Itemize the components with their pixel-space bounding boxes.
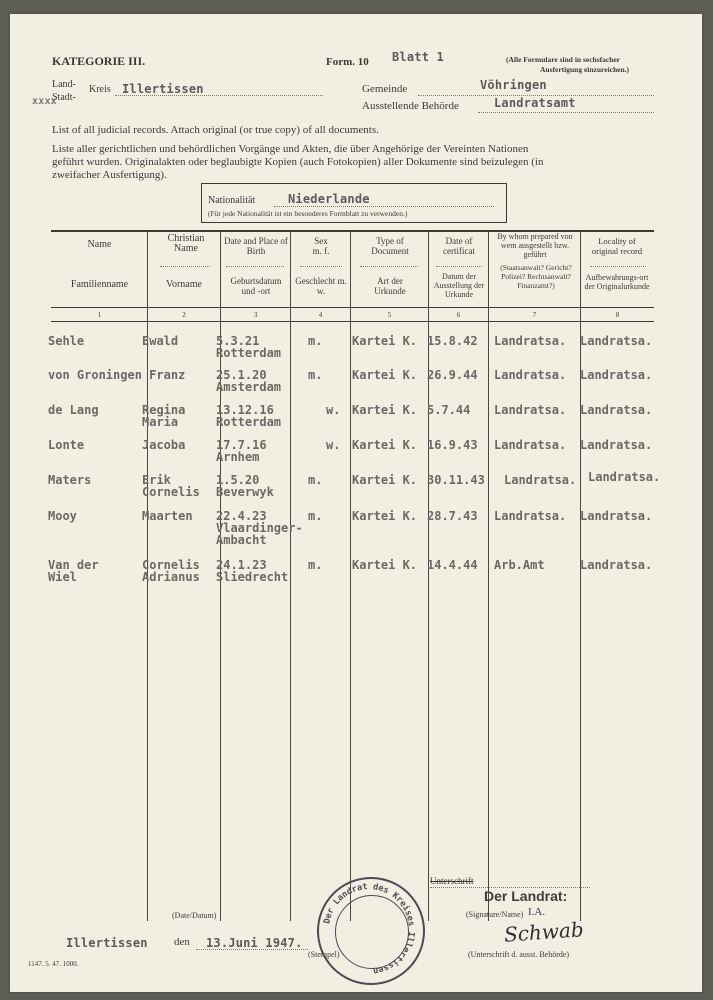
gemeinde-label: Gemeinde [362, 83, 408, 95]
table-cell-type: Kartei K. [352, 473, 418, 487]
col-first-de: Vorname [166, 279, 202, 290]
nationality-note: (Für jede Nationalität ist ein besonderes Formblatt zu verwenden.) [208, 209, 408, 218]
col-type-de: Art der Urkunde [374, 276, 406, 296]
stamp-text: Der Landrat des Kreises Illertissen [322, 881, 417, 976]
table-cell-sex: w. [326, 403, 341, 417]
table-cell-first: Ewald [142, 334, 179, 348]
table-cell-sex: m. [308, 334, 323, 348]
table-cell-first: Regina [142, 403, 186, 417]
col-by-de: (Staatsanwalt? Gericht? Polizei? Rechtsanwalt? Finanzamt?) [500, 263, 572, 290]
form-number: Form. 10 [326, 56, 369, 68]
table-cell-born-place: Arnhem [216, 450, 260, 464]
table-cell-name: de Lang [48, 403, 99, 417]
table-cell-first: Erik [142, 473, 171, 487]
table-cell-sex: m. [308, 558, 323, 572]
col-loc-en: Locality of original record [591, 236, 643, 256]
col-num-1: 1 [97, 311, 102, 319]
table-cell-by: Arb.Amt [494, 558, 545, 572]
col-first-en: Christian Name [167, 233, 205, 254]
table-cell-born: 5.3.21 [216, 334, 260, 348]
table-cell-born: 25.1.20 [216, 368, 267, 382]
table-cell-type: Kartei K. [352, 403, 418, 417]
table-cell-sex: m. [308, 473, 323, 487]
table-cell-born: 17.7.16 [216, 438, 267, 452]
table-cell-loc: Landratsa. [588, 470, 661, 484]
copies-notice-2: Ausfertigung einzureichen.) [540, 65, 630, 74]
signature-label: (Signature/Name) [466, 910, 524, 919]
col-num-5: 5 [387, 311, 392, 319]
table-cell-loc: Landratsa. [580, 403, 653, 417]
table-cell-name-2: Wiel [48, 570, 77, 584]
land-label: Land- [52, 79, 76, 90]
table-cell-loc: Landratsa. [580, 558, 653, 572]
print-code: 1147. 5. 47. 1000. [28, 960, 79, 968]
footer-date: 13.Juni 1947. [206, 936, 303, 950]
table-cell-born-place-2: Ambacht [216, 533, 267, 547]
table-cell-first: Cornelis [142, 558, 200, 572]
kreis-label: Kreis [89, 84, 111, 95]
table-cell-born: 22.4.23 [216, 509, 267, 523]
table-cell-date: 5.7.44 [427, 403, 471, 417]
table-cell-by: Landratsa. [504, 473, 577, 487]
intro-english: List of all judicial records. Attach original (or true copy) of all documents. [52, 124, 379, 136]
table-cell-date: 14.4.44 [427, 558, 478, 572]
table-cell-first: Jacoba [142, 438, 186, 452]
table-cell-born-place: Beverwyk [216, 485, 274, 499]
date-label: (Date/Datum) [172, 911, 217, 920]
col-num-4: 4 [318, 311, 323, 319]
col-type-en: Type of Document [371, 236, 409, 256]
col-birth-en: Date and Place of Birth [224, 236, 288, 256]
stadt-label: Stadt- [52, 92, 76, 103]
table-cell-first-2: Cornelis [142, 485, 200, 499]
table-cell-loc: Landratsa. [580, 368, 653, 382]
gemeinde-value: Vöhringen [480, 78, 547, 92]
col-name-en: Name [87, 239, 112, 250]
col-date-en: Date of certificat [443, 236, 475, 256]
col-date-de: Datum der Ausstellung der Urkunde [433, 272, 485, 299]
col-num-3: 3 [253, 311, 258, 319]
blatt-number: Blatt 1 [392, 50, 444, 64]
table-cell-loc: Landratsa. [580, 509, 653, 523]
table-cell-by: Landratsa. [494, 509, 567, 523]
nationality-label: Nationalität [208, 195, 256, 206]
intro-german-1: Liste aller gerichtlichen und behördlichen Vorgänge und Akten, die über Angehörige der Vereinten Nationen [52, 143, 529, 155]
stamp-label: (Stempel) [308, 950, 340, 959]
table-cell-date: 16.9.43 [427, 438, 478, 452]
form-sheet [10, 14, 702, 992]
kreis-value: Illertissen [122, 82, 204, 96]
landrat-title: Der Landrat: [484, 888, 568, 904]
table-cell-sex: m. [308, 509, 323, 523]
behoerde-signature-label: (Unterschrift d. ausst. Behörde) [468, 950, 570, 959]
table-cell-type: Kartei K. [352, 368, 418, 382]
intro-german-2: geführt wurden. Originalakten oder beglaubigte Kopien (auch Fotokopien) aller Dokumente sind beizulegen (in [52, 156, 544, 168]
table-cell-name: Lonte [48, 438, 85, 452]
col-num-6: 6 [456, 311, 461, 319]
struck-text: xxxx [32, 96, 57, 107]
col-sex-en: Sex m. f. [312, 236, 330, 256]
behoerde-label: Ausstellende Behörde [362, 100, 459, 112]
table-cell-sex: w. [326, 438, 341, 452]
table-cell-born-place: Vlaardinger- [216, 521, 303, 535]
table-cell-type: Kartei K. [352, 558, 418, 572]
table-cell-date: 30.11.43 [427, 473, 485, 487]
table-cell-loc: Landratsa. [580, 334, 653, 348]
table-cell-date: 28.7.43 [427, 509, 478, 523]
handwritten-signature: Schwab [503, 917, 585, 947]
table-cell-name: Maters [48, 473, 92, 487]
table-cell-loc: Landratsa. [580, 438, 653, 452]
table-cell-born: 13.12.16 [216, 403, 274, 417]
intro-german-3: zweifacher Ausfertigung). [52, 169, 167, 181]
table-cell-date: 26.9.44 [427, 368, 478, 382]
col-birth-de: Geburtsdatum und -ort [230, 276, 282, 296]
nationality-value: Niederlande [288, 192, 370, 206]
table-cell-name: Sehle [48, 334, 85, 348]
col-by-en: By whom prepared von wem ausgestellt bzw. geführt [497, 232, 573, 259]
table-cell-by: Landratsa. [494, 438, 567, 452]
category-label: KATEGORIE III. [52, 54, 146, 68]
table-cell-first-2: Adrianus [142, 570, 200, 584]
table-cell-name: von Groningen Franz [48, 368, 186, 382]
col-num-8: 8 [615, 311, 620, 319]
table-cell-born: 24.1.23 [216, 558, 267, 572]
table-cell-sex: m. [308, 368, 323, 382]
behoerde-value: Landratsamt [494, 96, 576, 110]
sig-prefix: I.A. [528, 906, 546, 918]
table-cell-by: Landratsa. [494, 334, 567, 348]
table-cell-name: Mooy [48, 509, 77, 523]
table-cell-first: Maarten [142, 509, 193, 523]
table-cell-born: 1.5.20 [216, 473, 260, 487]
col-num-2: 2 [182, 311, 186, 319]
col-sex-de: Geschlecht m. w. [295, 276, 347, 296]
col-loc-de: Aufbewahrungs-ort der Originalurkunde [584, 273, 650, 291]
table-cell-born-place: Rotterdam [216, 346, 282, 360]
table-cell-type: Kartei K. [352, 509, 418, 523]
table-cell-born-place: Rotterdam [216, 415, 282, 429]
signature-struck: Unterschrift [430, 876, 474, 886]
table-cell-date: 15.8.42 [427, 334, 478, 348]
copies-notice-1: (Alle Formulare sind in sechsfacher [506, 55, 621, 64]
nationality-box [201, 183, 507, 223]
table-cell-name: Van der [48, 558, 99, 572]
table-cell-by: Landratsa. [494, 368, 567, 382]
col-name-de: Familienname [70, 279, 129, 290]
table-cell-by: Landratsa. [494, 403, 567, 417]
official-stamp [317, 877, 425, 985]
footer-den: den [174, 936, 190, 948]
table-cell-born-place: Sliedrecht [216, 570, 289, 584]
table-cell-born-place: Amsterdam [216, 380, 282, 394]
table-cell-type: Kartei K. [352, 438, 418, 452]
footer-place: Illertissen [66, 936, 148, 950]
col-num-7: 7 [532, 311, 537, 319]
table-cell-type: Kartei K. [352, 334, 418, 348]
table-cell-first-2: Maria [142, 415, 179, 429]
